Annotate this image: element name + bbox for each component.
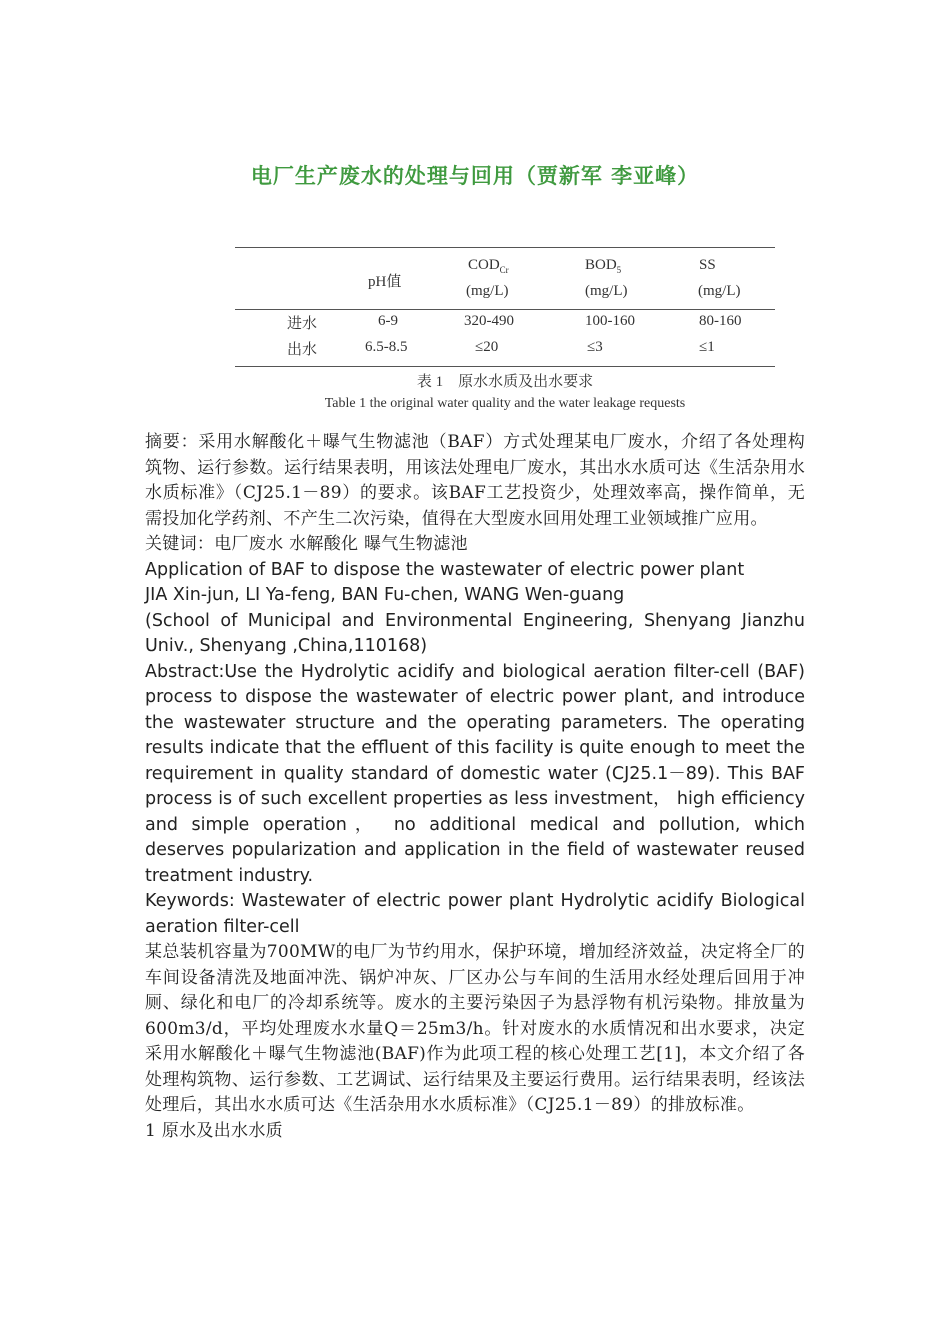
table-bottom-rule	[235, 366, 775, 367]
cell-inflow-cod: 320-490	[464, 313, 514, 329]
header-ph: pH值	[368, 274, 402, 290]
abstract-en: Abstract:Use the Hydrolytic acidify and biological aeration filter-cell (BAF) process to dispose the wastewater of electric power plant, and introduce the wastewater structure and the operating parameters. The operating results indicate that the effluent of this facility is quite enough to meet the requirement in quality standard of domestic water (CJ25.1－89). This BAF process is of such excellent properties as less investment， high efficiency and simple operation， no additional medical and pollution, which deserves popularization and application in the field of wastewater reused treatment industry.	[145, 661, 805, 886]
header-cod-unit: (mg/L)	[466, 283, 509, 299]
document-body	[145, 430, 805, 1144]
keywords-en: Keywords: Wastewater of electric power plant Hydrolytic acidify Biological aeration filter-cell	[145, 891, 805, 937]
row-label-inflow: 进水	[287, 316, 318, 332]
affiliation-en: (School of Municipal and Environmental Engineering, Shenyang Jianzhu Univ., Shenyang ,China,110168)	[145, 610, 805, 656]
table-header-rule	[235, 309, 775, 310]
keywords-cn: 关键词：电厂废水 水解酸化 曝气生物滤池	[145, 534, 468, 554]
header-cod: $COD_{Cr}$	[468, 257, 509, 275]
document-title: 电厂生产废水的处理与回用（贾新军 李亚峰）	[250, 163, 700, 188]
cell-inflow-bod: 100-160	[585, 313, 635, 329]
header-ss: SS	[699, 257, 716, 273]
header-bod-unit: (mg/L)	[585, 283, 628, 299]
abstract-cn: 摘要：采用水解酸化＋曝气生物滤池（BAF）方式处理某电厂废水，介绍了各处理构筑物、运行参数。运行结果表明，用该法处理电厂废水，其出水水质可达《生活杂用水水质标准》（CJ25.1－89）的要求。该BAF工艺投资少，处理效率高，操作简单，无需投加化学药剂、不产生二次污染，值得在大型废水回用处理工业领域推广应用。	[145, 432, 805, 529]
water-quality-table-figure	[235, 244, 775, 419]
table-caption-cn: 表 1 原水水质及出水要求	[416, 374, 594, 390]
cell-outflow-ph: 6.5-8.5	[365, 339, 408, 355]
table-caption-en: Table 1 the original water quality and the water leakage requests	[324, 396, 686, 411]
table-top-rule	[235, 247, 775, 248]
header-ss-unit: (mg/L)	[698, 283, 741, 299]
header-bod: $BOD_5$	[585, 257, 622, 275]
intro-cn: 某总装机容量为700MW的电厂为节约用水，保护环境，增加经济效益，决定将全厂的车间设备清洗及地面冲洗、锅炉冲灰、厂区办公与车间的生活用水经处理后回用于冲厕、绿化和电厂的冷却系统等。废水的主要污染因子为悬浮物有机污染物。排放量为600m3/d，平均处理废水水量Q＝25m3/h。针对废水的水质情况和出水要求，决定采用水解酸化＋曝气生物滤池(BAF)作为此项工程的核心处理工艺[1]，本文介绍了各处理构筑物、运行参数、工艺调试、运行结果及主要运行费用。运行结果表明，经该法处理后，其出水水质可达《生活杂用水水质标准》（CJ25.1－89）的排放标准。	[145, 942, 805, 1115]
cell-outflow-ss: ≤1	[699, 339, 715, 355]
cell-inflow-ph: 6-9	[378, 313, 398, 329]
row-label-outflow: 出水	[287, 342, 318, 358]
cell-outflow-bod: ≤3	[587, 339, 603, 355]
cell-outflow-cod: ≤20	[475, 339, 499, 355]
cell-inflow-ss: 80-160	[699, 313, 742, 329]
section-heading-1: 1 原水及出水水质	[145, 1120, 283, 1141]
authors-en: JIA Xin-jun, LI Ya-feng, BAN Fu-chen, WANG Wen-guang	[145, 585, 625, 605]
title-en: Application of BAF to dispose the wastewater of electric power plant	[145, 559, 745, 580]
